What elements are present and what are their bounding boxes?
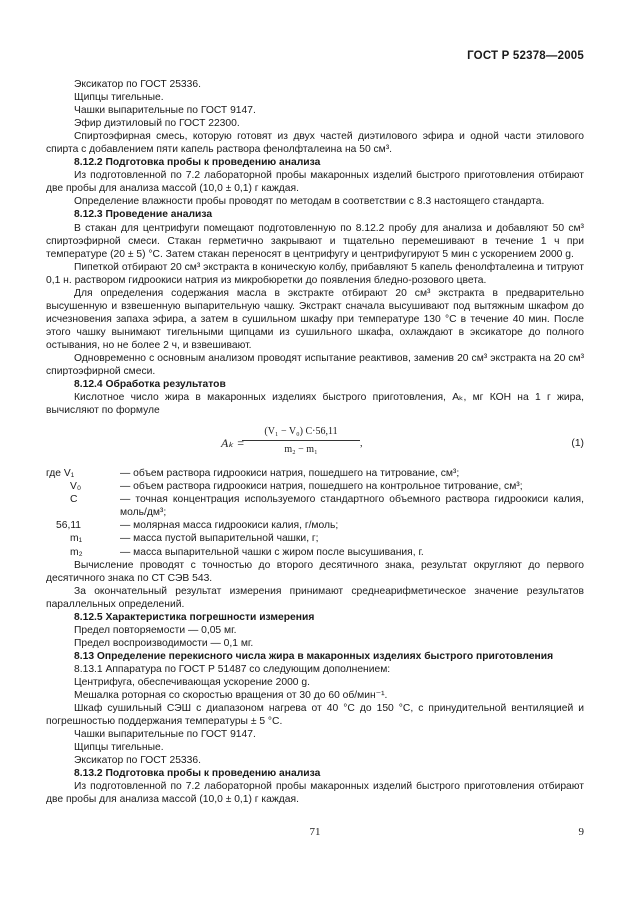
legend-text: — молярная масса гидроокиси калия, г/моль; bbox=[120, 520, 339, 532]
formula-numerator: (V₁ − V₀) C·56,11 bbox=[242, 425, 360, 441]
paragraph: Спиртоэфирная смесь, которую готовят из двух частей диэтилового эфира и одной части этилового спирта с добавлением пяти капель раствора фенолфталеина на 50 см³. bbox=[46, 131, 584, 156]
paragraph: Щипцы тигельные. bbox=[74, 92, 164, 104]
footer-center-number: 71 bbox=[309, 826, 321, 838]
page-body bbox=[46, 78, 584, 806]
paragraph: Из подготовленной по 7.2 лабораторной пробы макаронных изделий быстрого приготовления отбирают две пробы для анализа массой (10,0 ± 0,1) г каждая. bbox=[46, 170, 584, 195]
legend-text: — объем раствора гидроокиси натрия, пошедшего на контрольное титрование, см³; bbox=[120, 481, 523, 493]
legend-symbol: 56,11 bbox=[56, 520, 82, 532]
page-number: 9 bbox=[578, 826, 584, 838]
legend-symbol: C bbox=[70, 494, 78, 506]
section-heading: 8.13 Определение перекисного числа жира в макаронных изделиях быстрого приготовления bbox=[74, 650, 554, 662]
legend-text: — точная концентрация используемого стандартного объемного раствора гидроокиси калия, моль/дм³; bbox=[120, 494, 584, 519]
legend-row bbox=[46, 493, 584, 519]
paragraph: 8.13.1 Аппаратура по ГОСТ Р 51487 со следующим дополнением: bbox=[74, 663, 391, 675]
section-heading: 8.12.4 Обработка результатов bbox=[74, 379, 226, 391]
legend-row bbox=[46, 467, 584, 480]
paragraph: В стакан для центрифуги помещают подготовленную по 8.12.2 пробу для анализа и добавляют 50 см³ спиртоэфирной смеси. Стакан герметично закрывают и тщательно перемешивают в течение 1 ч при температуре (20 ± 5) °С. Затем стакан переносят в центрифугу и центрифугируют 5 мин с ускорением 2000 g. bbox=[46, 222, 584, 260]
formula-lhs: Aₖ = bbox=[221, 436, 245, 451]
section-heading: 8.12.3 Проведение анализа bbox=[74, 209, 213, 221]
paragraph: Чашки выпарительные по ГОСТ 9147. bbox=[74, 729, 256, 741]
paragraph: Для определения содержания масла в экстракте отбирают 20 см³ экстракта в предварительно высушенную и взвешенную выпарительную чашку. Экстракт сначала высушивают под вытяжным шкафом до исчезновения запаха эфира, а затем в сушильном шкафу при температуре 130 °С в течение 40 мин. После этого чашку вынимают тигельными щипцами из сушильного шкафа, охлаждают в эксикаторе до полного остывания, но не более 2 ч, и взвешивают. bbox=[46, 287, 584, 351]
section-heading: 8.12.2 Подготовка пробы к проведению анализа bbox=[74, 157, 321, 169]
legend-symbol: m₁ bbox=[70, 533, 83, 545]
legend-row bbox=[46, 519, 584, 532]
legend-text: — масса пустой выпарительной чашки, г; bbox=[120, 533, 319, 545]
paragraph: За окончательный результат измерения принимают среднеарифметическое значение результатов параллельных определений. bbox=[46, 585, 584, 610]
paragraph: Предел воспроизводимости — 0,1 мг. bbox=[74, 637, 254, 649]
paragraph: Шкаф сушильный СЭШ с диапазоном нагрева от 40 °С до 150 °С, с принудительной вентиляцией и погрешностью поддержания температуры ± 5 °С. bbox=[46, 703, 584, 728]
formula-fraction bbox=[242, 425, 360, 456]
paragraph: Эксикатор по ГОСТ 25336. bbox=[74, 79, 201, 90]
paragraph: Эксикатор по ГОСТ 25336. bbox=[74, 755, 201, 767]
formula-denominator: m₂ − m₁ bbox=[284, 444, 318, 456]
paragraph: Вычисление проводят с точностью до второго десятичного знака, результат округляют до первого десятичного знака по СТ СЭВ 543. bbox=[46, 559, 584, 584]
paragraph: Определение влажности пробы проводят по методам в соответствии с 8.3 настоящего стандарта. bbox=[74, 196, 545, 208]
paragraph: Мешалка роторная со скоростью вращения от 30 до 60 об/мин⁻¹. bbox=[74, 690, 388, 702]
paragraph: Эфир диэтиловый по ГОСТ 22300. bbox=[74, 118, 240, 130]
legend-row bbox=[46, 480, 584, 493]
paragraph: Из подготовленной по 7.2 лабораторной пробы макаронных изделий быстрого приготовления отбирают две пробы для анализа массой (10,0 ± 0,1) г каждая. bbox=[46, 781, 584, 806]
legend-symbol: где V₁ bbox=[46, 468, 75, 480]
legend-symbol: m₂ bbox=[70, 546, 83, 558]
paragraph: Центрифуга, обеспечивающая ускорение 2000 g. bbox=[74, 676, 310, 688]
section-heading: 8.12.5 Характеристика погрешности измерения bbox=[74, 611, 315, 623]
formula-1 bbox=[46, 423, 584, 463]
paragraph: Щипцы тигельные. bbox=[74, 742, 164, 754]
paragraph: Чашки выпарительные по ГОСТ 9147. bbox=[74, 105, 256, 117]
legend-row bbox=[46, 532, 584, 545]
legend-symbol: V₀ bbox=[70, 481, 82, 493]
paragraph: Предел повторяемости — 0,05 мг. bbox=[74, 624, 237, 636]
document-header: ГОСТ Р 52378—2005 bbox=[467, 50, 584, 62]
legend-text: — объем раствора гидроокиси натрия, пошедшего на титрование, см³; bbox=[120, 468, 460, 480]
paragraph: Кислотное число жира в макаронных изделиях быстрого приготовления, Aₖ, мг КОН на 1 г жира, вычисляют по формуле bbox=[46, 392, 584, 417]
legend-text: — масса выпарительной чашки с жиром после высушивания, г. bbox=[120, 546, 424, 558]
paragraph: Одновременно с основным анализом проводят испытание реактивов, заменив 20 см³ экстракта на 20 см³ спиртоэфирной смеси. bbox=[46, 352, 584, 378]
section-heading: 8.13.2 Подготовка пробы к проведению анализа bbox=[74, 768, 321, 780]
formula-number: (1) bbox=[571, 438, 584, 450]
formula-comma: , bbox=[360, 438, 363, 450]
legend-row bbox=[46, 546, 584, 559]
paragraph: Пипеткой отбирают 20 см³ экстракта в коническую колбу, прибавляют 5 капель фенолфталеина и титруют 0,1 н. раствором гидроокиси натрия из микробюретки до появления бледно-розового цвета. bbox=[46, 261, 584, 286]
